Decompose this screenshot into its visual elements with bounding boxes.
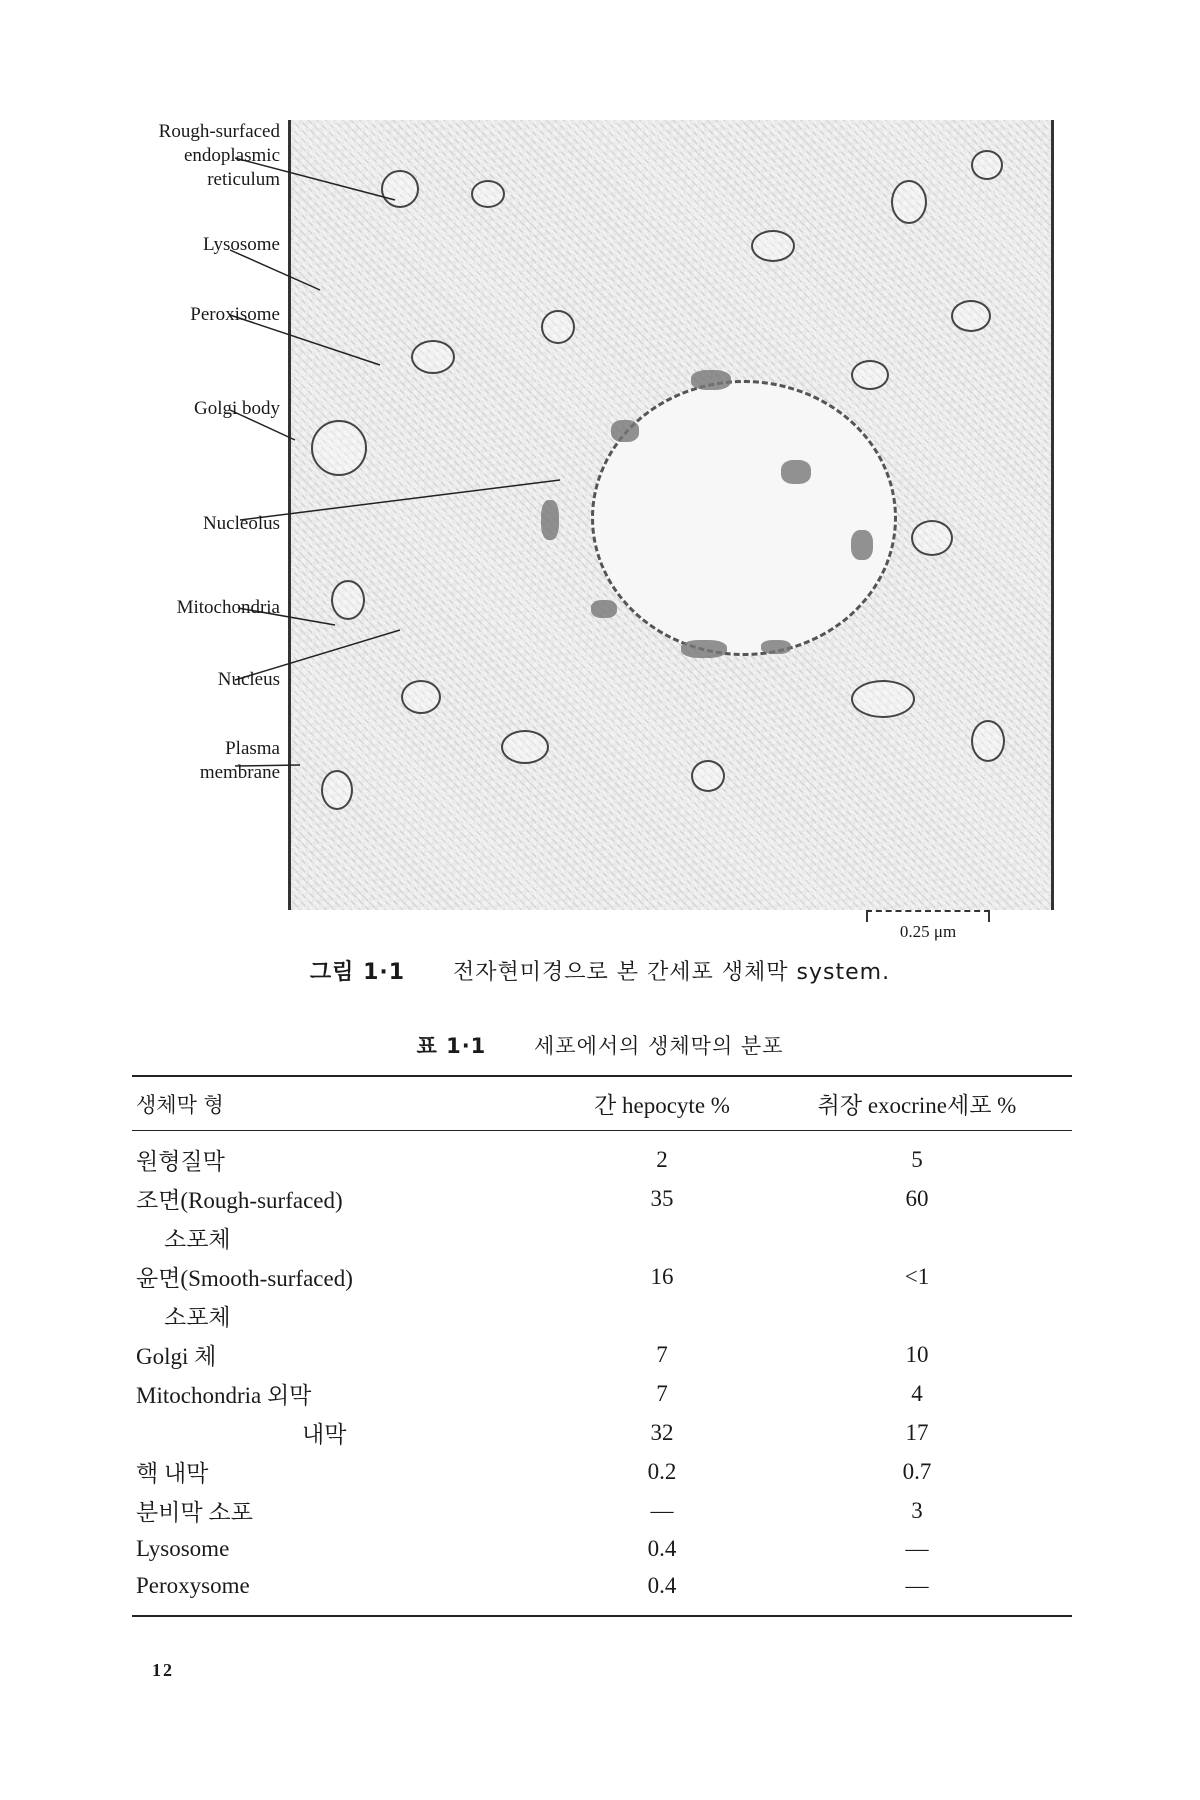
table-row: [132, 1218, 1072, 1257]
row-exo: 10: [905, 1341, 929, 1367]
label-mitochondria: Mitochondria: [176, 597, 280, 618]
row-exo: —: [762, 1567, 1072, 1616]
micrograph-figure: [130, 120, 1060, 941]
label-nucleolus: Nucleolus: [202, 513, 280, 534]
row-name: 조면(Rough-surfaced): [136, 1188, 343, 1213]
page-number: 12: [152, 1660, 174, 1680]
label-peroxisome: Peroxisome: [190, 304, 280, 325]
row-name: Lysosome: [136, 1535, 230, 1561]
table-row: [132, 1567, 1072, 1616]
table-row: [132, 1179, 1072, 1218]
table-row: [132, 1413, 1072, 1452]
row-hep: 35: [650, 1185, 674, 1211]
row-hep: 2: [656, 1146, 668, 1172]
row-name: 소포체: [164, 1227, 231, 1252]
row-exo: 5: [911, 1146, 923, 1172]
row-exo: 60: [905, 1185, 929, 1211]
table-row: [132, 1131, 1072, 1180]
table-row: [132, 1296, 1072, 1335]
row-hep: 0.4: [647, 1535, 677, 1561]
row-hep: 32: [650, 1419, 674, 1445]
table-title-number: 표 1·1: [416, 1034, 487, 1058]
row-hep: [562, 1296, 762, 1335]
row-exo: 0.7: [902, 1458, 932, 1484]
row-name: 윤면(Smooth-surfaced): [136, 1266, 353, 1291]
row-name: Peroxysome: [132, 1567, 562, 1616]
row-exo: [762, 1296, 1072, 1335]
row-name: 분비막 소포: [136, 1500, 253, 1525]
row-name: 내막: [302, 1422, 347, 1447]
row-exo: [762, 1218, 1072, 1257]
membrane-distribution-table: [132, 1075, 1072, 1617]
row-name: 소포체: [164, 1305, 231, 1330]
table-row: [132, 1335, 1072, 1374]
label-nucleus: Nucleus: [217, 669, 280, 690]
row-hep: [562, 1218, 762, 1257]
header-exocrine: 취장 exocrine세포 %: [817, 1093, 1017, 1118]
table-title: [0, 1030, 1200, 1060]
row-hep: 16: [650, 1263, 674, 1289]
label-golgi-body: Golgi body: [193, 398, 280, 419]
header-type: 생체막 형: [136, 1092, 224, 1117]
table-header-row: [132, 1076, 1072, 1131]
table-row: [132, 1491, 1072, 1530]
figure-caption-text: 전자현미경으로 본 간세포 생체막 system.: [453, 960, 891, 985]
table-row: [132, 1374, 1072, 1413]
row-hep: 0.2: [647, 1458, 677, 1484]
row-exo: —: [905, 1535, 929, 1561]
label-plasma-membrane: Plasma membrane: [199, 738, 280, 783]
header-hepocyte: 간 hepocyte %: [594, 1093, 730, 1118]
row-hep: 7: [656, 1341, 668, 1367]
row-hep: 0.4: [562, 1567, 762, 1616]
table-title-text: 세포에서의 생체막의 분포: [534, 1034, 784, 1058]
figure-caption-number: 그림 1·1: [309, 960, 406, 985]
row-hep: —: [650, 1497, 674, 1523]
table-row: [132, 1257, 1072, 1296]
row-name: 핵 내막: [136, 1461, 209, 1486]
row-exo: 17: [905, 1419, 929, 1445]
scale-label: 0.25 μm: [899, 922, 957, 941]
row-name: Golgi 체: [136, 1344, 217, 1369]
label-rough-er: Rough-surfaced endoplasmic reticulum: [158, 121, 280, 190]
row-hep: 7: [656, 1380, 668, 1406]
row-name: 원형질막: [136, 1149, 225, 1174]
row-exo: 4: [911, 1380, 923, 1406]
row-exo: <1: [904, 1263, 930, 1289]
row-exo: 3: [911, 1497, 923, 1523]
label-lysosome: Lysosome: [202, 234, 280, 255]
row-name: Mitochondria 외막: [136, 1383, 312, 1408]
scale-bar: [866, 910, 990, 942]
table-row: [132, 1530, 1072, 1567]
table-row: [132, 1452, 1072, 1491]
figure-caption: [0, 955, 1200, 986]
